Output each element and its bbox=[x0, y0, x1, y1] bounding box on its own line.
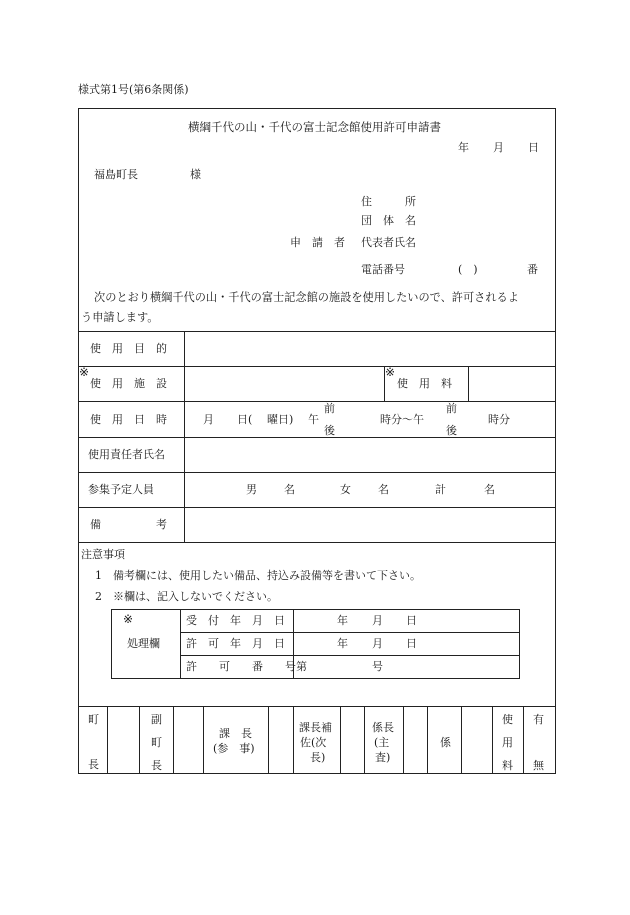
approval-umu-1: 有 bbox=[533, 713, 544, 726]
applicant-group-label: 団 体 名 bbox=[361, 214, 416, 227]
date-year: 年 bbox=[458, 141, 469, 154]
processing-month1: 月 bbox=[372, 614, 383, 627]
approval-fee-2: 用 bbox=[502, 736, 513, 749]
notes-item2: ※欄は、記入しないでください。 bbox=[113, 590, 278, 603]
label-responsible: 使用責任者氏名 bbox=[88, 448, 165, 461]
datetime-mae2: 前 bbox=[446, 402, 457, 415]
processing-year1: 年 bbox=[337, 614, 348, 627]
addressee-name: 福島町長 bbox=[94, 168, 138, 181]
fee-mark: ※ bbox=[385, 365, 396, 379]
processing-month2: 月 bbox=[372, 637, 383, 650]
row-divider bbox=[78, 437, 556, 438]
datetime-day: 日( bbox=[237, 413, 253, 426]
datetime-to: 時分 bbox=[488, 413, 510, 426]
row-divider bbox=[78, 472, 556, 473]
applicant-label: 申 請 者 bbox=[290, 236, 345, 249]
notes-item2-number: 2 bbox=[95, 590, 102, 603]
approval-divider bbox=[107, 706, 108, 774]
processing-row-divider bbox=[180, 632, 520, 633]
notes-heading: 注意事項 bbox=[81, 548, 125, 561]
processing-received: 受 付 年 月 日 bbox=[186, 614, 285, 627]
addressee-honorific: 様 bbox=[190, 168, 201, 181]
row-divider bbox=[78, 542, 556, 543]
approval-kakarichou-1: 係長 bbox=[372, 721, 394, 734]
form-title: 横綱千代の山・千代の富士記念館使用許可申請書 bbox=[188, 120, 441, 134]
label-datetime: 使 用 日 時 bbox=[90, 413, 167, 426]
label-fee: 使 用 料 bbox=[397, 377, 452, 390]
approval-divider bbox=[364, 706, 365, 774]
processing-box bbox=[111, 609, 520, 679]
date-day: 日 bbox=[528, 141, 539, 154]
fee-divider bbox=[468, 366, 469, 401]
processing-dai: 第 bbox=[296, 660, 307, 673]
approval-divider bbox=[340, 706, 341, 774]
approval-fee-1: 使 bbox=[502, 713, 513, 726]
approval-divider bbox=[203, 706, 204, 774]
date-month: 月 bbox=[493, 141, 504, 154]
attendees-male-unit: 名 bbox=[284, 483, 295, 496]
approval-divider bbox=[427, 706, 428, 774]
processing-mark: ※ bbox=[123, 612, 134, 626]
datetime-month: 月 bbox=[203, 413, 214, 426]
approval-fukuchou-2: 町 bbox=[151, 736, 162, 749]
applicant-representative-label: 代表者氏名 bbox=[361, 236, 416, 249]
approval-divider bbox=[523, 706, 524, 774]
processing-row-divider bbox=[180, 655, 520, 656]
approval-kachou-sub: (参 事) bbox=[213, 742, 255, 755]
approval-umu-2: 無 bbox=[533, 759, 544, 772]
processing-year2: 年 bbox=[337, 637, 348, 650]
facility-mark: ※ bbox=[79, 365, 90, 379]
approval-fukuchou-1: 副 bbox=[151, 713, 162, 726]
label-remarks: 備 考 bbox=[90, 518, 167, 531]
label-column-divider bbox=[184, 331, 185, 542]
approval-kakarichou-3: 査) bbox=[375, 751, 391, 764]
datetime-from: 時分～午 bbox=[380, 413, 424, 426]
approval-hosa-1: 課長補 bbox=[299, 721, 332, 734]
approval-hosa-2: 佐(次 bbox=[300, 736, 327, 749]
processing-day2: 日 bbox=[406, 637, 417, 650]
approval-kachou: 課 長 bbox=[219, 727, 252, 740]
datetime-go: 後 bbox=[324, 424, 335, 437]
approval-divider bbox=[461, 706, 462, 774]
body-text-line2: う申請します。 bbox=[81, 311, 159, 324]
datetime-go2: 後 bbox=[446, 424, 457, 437]
label-purpose: 使 用 目 的 bbox=[90, 342, 167, 355]
attendees-female: 女 bbox=[340, 483, 351, 496]
row-divider bbox=[78, 331, 556, 332]
approval-divider bbox=[139, 706, 140, 774]
approval-chou-1: 町 bbox=[88, 713, 99, 726]
approval-divider bbox=[492, 706, 493, 774]
approval-chou-2: 長 bbox=[88, 758, 99, 771]
notes-item1-number: 1 bbox=[95, 569, 102, 582]
datetime-am-pm: 午 bbox=[308, 413, 319, 426]
approval-kakarichou-2: (主 bbox=[374, 736, 390, 749]
notes-item1: 備考欄には、使用したい備品、持込み設備等を書いて下さい。 bbox=[113, 569, 421, 582]
attendees-total-unit: 名 bbox=[484, 483, 495, 496]
attendees-male: 男 bbox=[246, 483, 257, 496]
approval-divider bbox=[403, 706, 404, 774]
row-divider bbox=[78, 706, 556, 707]
approval-hosa-3: 長) bbox=[310, 751, 326, 764]
applicant-address-label: 住 所 bbox=[361, 195, 416, 208]
row-divider bbox=[78, 401, 556, 402]
approval-fukuchou-3: 長 bbox=[151, 759, 162, 772]
row-divider bbox=[78, 507, 556, 508]
approval-fee-3: 料 bbox=[502, 759, 513, 772]
applicant-phone-label: 電話番号 bbox=[361, 263, 405, 276]
datetime-mae: 前 bbox=[324, 402, 335, 415]
applicant-phone-suffix: 番 bbox=[527, 263, 538, 276]
processing-permit-number: 許 可 番 号 bbox=[186, 660, 296, 673]
processing-go: 号 bbox=[372, 660, 383, 673]
applicant-phone-paren: ( ) bbox=[458, 263, 478, 276]
form-number: 様式第1号(第6条関係) bbox=[78, 83, 189, 96]
processing-day1: 日 bbox=[406, 614, 417, 627]
attendees-female-unit: 名 bbox=[378, 483, 389, 496]
label-attendees: 参集予定人員 bbox=[88, 483, 154, 496]
approval-kakari: 係 bbox=[440, 736, 451, 749]
processing-permitted: 許 可 年 月 日 bbox=[186, 637, 285, 650]
approval-divider bbox=[268, 706, 269, 774]
processing-divider bbox=[180, 609, 181, 679]
body-text-line1: 次のとおり横綱千代の山・千代の富士記念館の施設を使用したいので、許可されるよ bbox=[94, 291, 519, 304]
processing-label: 処理欄 bbox=[127, 637, 160, 650]
label-facility: 使 用 施 設 bbox=[90, 377, 167, 390]
datetime-weekday: 曜日) bbox=[267, 413, 294, 426]
row-divider bbox=[78, 366, 556, 367]
approval-divider bbox=[173, 706, 174, 774]
attendees-total: 計 bbox=[435, 483, 446, 496]
approval-divider bbox=[293, 706, 294, 774]
